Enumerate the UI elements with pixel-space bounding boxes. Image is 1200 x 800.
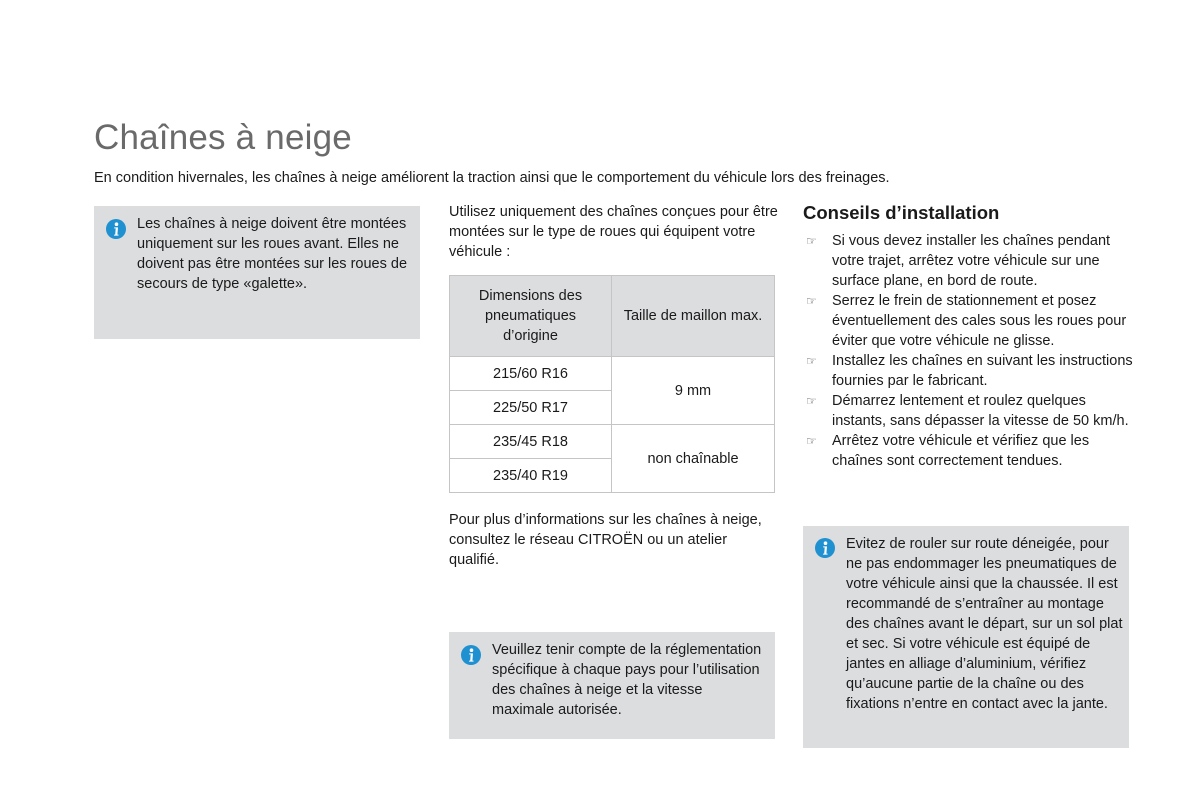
note-text: Les chaînes à neige doivent être montées uniquement sur les roues avant. Elles ne doivent pas être montées sur les roues de secours de type «galette».: [137, 216, 408, 292]
pointing-hand-icon: ☞: [806, 234, 817, 248]
table-row: [450, 425, 775, 459]
page-title: Chaînes à neige: [94, 118, 352, 157]
table-header-row: [450, 276, 775, 357]
tyre-chain-table: [449, 275, 775, 493]
link-size-cell: 9 mm: [612, 357, 775, 425]
more-info-text: Pour plus d’informations sur les chaînes à neige, consultez le réseau CITROËN ou un atelier qualifié.: [449, 512, 762, 568]
tyre-size-cell: 235/45 R18: [450, 425, 612, 459]
info-note-regulation: [449, 632, 775, 739]
list-item: [803, 351, 1133, 391]
column-header-dimensions: Dimensions des pneumatiques d’origine: [450, 276, 612, 357]
step-text: Arrêtez votre véhicule et vérifiez que les chaînes sont correctement tendues.: [832, 433, 1090, 469]
info-note-front-wheels: [94, 206, 420, 339]
list-item: [803, 391, 1133, 431]
info-note-road: [803, 526, 1129, 748]
info-icon: [461, 645, 481, 665]
tyre-size-cell: 215/60 R16: [450, 357, 612, 391]
note-text: Evitez de rouler sur route déneigée, pour ne pas endommager les pneumatiques de votre véhicule ainsi que la chaussée. Il est recommandé de s’entraîner au montage des chaînes avant le départ, sur un sol plat et sec. Si votre véhicule est équipé de jantes en alliage d’aluminium, vérifiez qu’aucune partie de la chaîne ou des fixations n’entre en contact avec la jante.: [846, 536, 1123, 712]
step-text: Si vous devez installer les chaînes pendant votre trajet, arrêtez votre véhicule sur une surface plane, en bord de route.: [832, 233, 1111, 289]
step-text: Démarrez lentement et roulez quelques instants, sans dépasser la vitesse de 50 km/h.: [832, 393, 1129, 429]
tyre-size-cell: 235/40 R19: [450, 459, 612, 493]
list-item: [803, 431, 1133, 471]
list-item: [803, 291, 1133, 351]
step-text: Serrez le frein de stationnement et posez éventuellement des cales sous les roues pour éviter que votre véhicule ne glisse.: [832, 293, 1127, 349]
pointing-hand-icon: ☞: [806, 354, 817, 368]
tyre-size-cell: 225/50 R17: [450, 391, 612, 425]
info-icon: [106, 219, 126, 239]
intro-text: En condition hivernales, les chaînes à neige améliorent la traction ainsi que le comportement du véhicule lors des freinages.: [94, 170, 890, 186]
note-text: Veuillez tenir compte de la réglementation spécifique à chaque pays pour l’utilisation des chaînes à neige et la vitesse maximale autorisée.: [492, 642, 762, 718]
pointing-hand-icon: ☞: [806, 434, 817, 448]
pointing-hand-icon: ☞: [806, 394, 817, 408]
step-text: Installez les chaînes en suivant les instructions fournies par le fabricant.: [832, 353, 1133, 389]
info-icon: [815, 538, 835, 558]
column-header-link-size: Taille de maillon max.: [612, 276, 775, 357]
pointing-hand-icon: ☞: [806, 294, 817, 308]
install-steps-list: [803, 231, 1133, 471]
usage-text: Utilisez uniquement des chaînes conçues pour être montées sur le type de roues qui équipent votre véhicule :: [449, 204, 778, 260]
table-row: [450, 357, 775, 391]
list-item: [803, 231, 1133, 291]
link-size-cell: non chaînable: [612, 425, 775, 493]
install-heading: Conseils d’installation: [803, 202, 1000, 223]
